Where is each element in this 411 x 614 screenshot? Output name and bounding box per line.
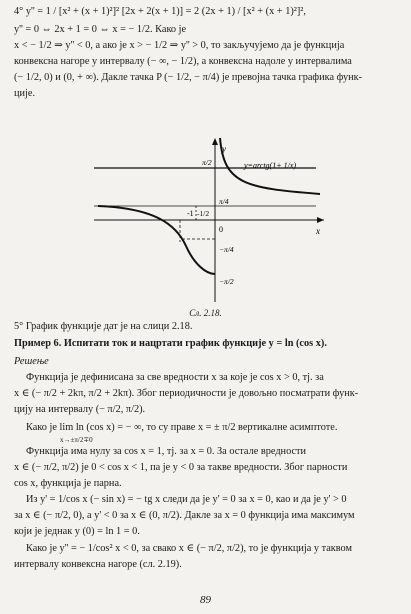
text-line: 5° График функције дат је на слици 2.18. [14,321,193,332]
origin-label: 0 [219,225,223,234]
page-number: 89 [200,594,211,606]
text-line: 4° y'' = 1 / [x² + (x + 1)²]² [2x + 2(x + 1)] = 2 (2x + 1) / [x² + (x + 1)²]², [14,6,306,17]
example-heading: Пример 6. Испитати ток и нацртати график функције y = ln (cos x). [14,338,327,349]
text-line: Функција је дефинисана за све вредности x за које је cos x > 0, тј. за [26,372,324,383]
limit-subscript: x→±π/2∓0 [60,436,93,444]
x-axis-label: x [316,226,320,236]
text-line: цију на интервалу (− π/2, π/2). [14,404,146,415]
text-line: Функција има нулу за cos x = 1, тј. за x = 0. За остале вредности [26,446,307,457]
curve-label: y=arctg(1+ 1/x) [244,161,297,170]
text-line: y'' = 0 ⇔ 2x + 1 = 0 ⇔ x = − 1/2. Како је [14,24,187,35]
text-line: за x ∈ (− π/2, 0), а y' < 0 за x ∈ (0, π/2). Дакле за x = 0 функција има максимум [14,510,355,521]
text-line: Како је lim ln (cos x) = − ∞, то су праве x = ± π/2 вертикалне асимптоте. [26,422,338,433]
figure-caption: Сл. 2.18. [189,308,222,318]
text-line: x < − 1/2 ⇒ y'' < 0, а ако је x > − 1/2 ⇒ y'' > 0, то закључујемо да је функција [14,40,345,51]
y-axis-arrow [212,138,218,145]
text-line: конвексна нагоре у интервалу (− ∞, − 1/2), а конвексна надоле у интервалима [14,56,352,67]
x-axis-arrow [317,217,324,223]
tick-pi4-top: π/4 [219,197,229,206]
text-line: ције. [14,88,36,99]
tick-pi4-bottom: −π/4 [219,245,234,254]
tick-pi2-bottom: −π/2 [219,277,234,286]
text-line: x ∈ (− π/2, π/2) је 0 < cos x < 1, па је y < 0 за такве вредности. Због парности [14,462,348,473]
text-line: Како је y'' = − 1/cos² x < 0, за свако x ∈ (− π/2, π/2), то је функција у таквом [26,543,353,554]
solution-heading: Решење [14,356,49,367]
text-line: који је једнак y (0) = ln 1 = 0. [14,526,140,537]
function-graph [84,134,334,304]
tick-minus-one: -1 [187,209,194,218]
tick-minus-half: -1/2 [197,209,210,218]
text-line: x ∈ (− π/2 + 2kπ, π/2 + 2kπ). Због периодичности је довољно посматрати функ- [14,388,359,399]
tick-pi2-top: π/2 [202,158,212,167]
text-line: (− 1/2, 0) и (0, + ∞). Дакле тачка P (− 1/2, − π/4) је превојна тачка графика функ- [14,72,363,83]
text-line: Из y' = 1/cos x (− sin x) = − tg x следи да је y' = 0 за x = 0, као и да је y' > 0 [26,494,347,505]
y-axis-label: y [222,144,226,154]
text-line: cos x, функција је парна. [14,478,122,489]
text-line: интервалу конвексна нагоре (сл. 2.19). [14,559,182,570]
